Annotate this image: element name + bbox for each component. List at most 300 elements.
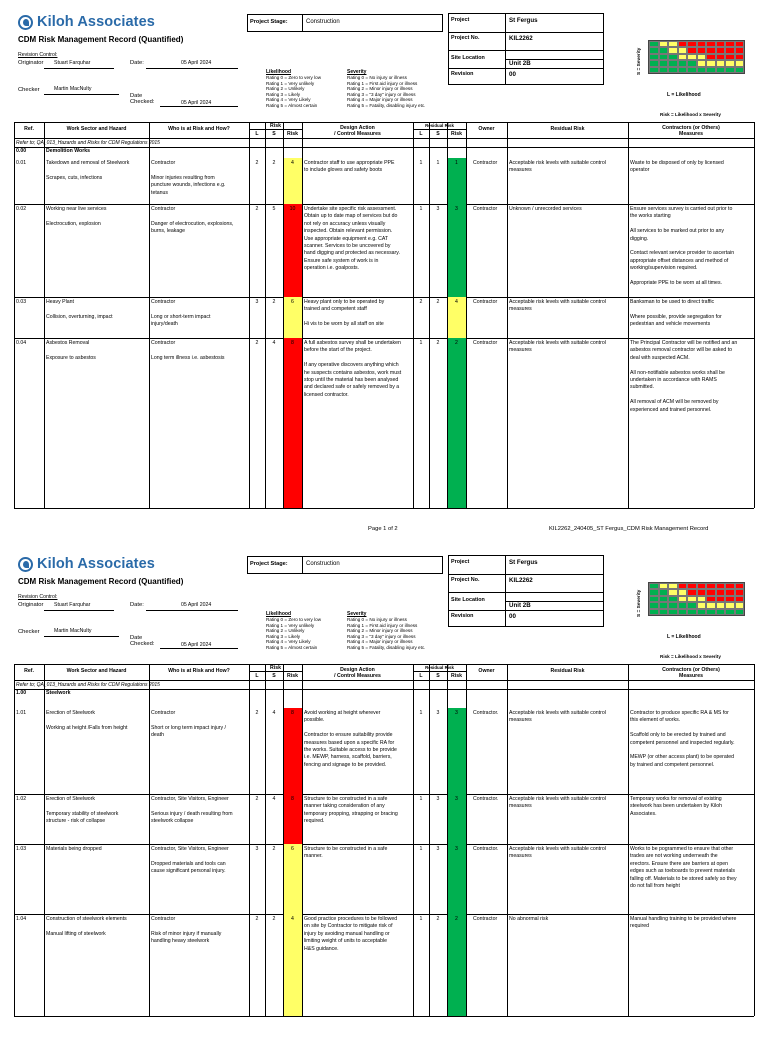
matrix-cell xyxy=(659,67,669,73)
row-who-at-risk-line: steelwork collapse xyxy=(151,818,194,825)
originator-value: Stuart Farquhar xyxy=(54,602,91,608)
row-hazard xyxy=(46,710,148,732)
row-design-action-line: Good practice procedures to be followed xyxy=(304,916,398,922)
date-value: 05 April 2024 xyxy=(181,60,212,66)
header-residual-l: L xyxy=(419,131,423,137)
row-residual xyxy=(509,796,627,811)
project-stage-value: Construction xyxy=(306,19,340,25)
row-design-action-line: manner. xyxy=(304,853,323,860)
row-measures-line xyxy=(630,747,753,754)
table-top-line xyxy=(14,664,754,665)
row-residual-risk: 2 xyxy=(455,340,458,346)
row-residual-severity: 3 xyxy=(436,796,440,802)
row-measures xyxy=(630,206,753,287)
revision-value: 00 xyxy=(509,71,516,78)
header-ref: Ref. xyxy=(24,668,34,674)
row-residual-line: measures xyxy=(509,717,532,724)
row-hazard-line xyxy=(46,717,148,724)
project-no-label: Project No. xyxy=(451,35,480,41)
site-location-value: Unit 2B xyxy=(509,60,531,67)
row-hazard-line: Heavy Plant xyxy=(46,299,74,305)
row-residual-likelihood: 1 xyxy=(419,710,423,716)
header-residual-risk-col: Risk xyxy=(451,673,462,679)
row-design-action-line xyxy=(304,314,412,321)
row-measures-line: All non-notifiable asbestos works shall be xyxy=(630,369,725,376)
likelihood-title: Likelihood xyxy=(266,611,291,617)
residual-risk-color-cell xyxy=(448,338,466,508)
row-residual-line: measures xyxy=(509,347,532,354)
project-info-row-line xyxy=(449,592,604,593)
project-stage-value: Construction xyxy=(306,561,340,567)
row-who-at-risk xyxy=(151,160,248,197)
row-who-at-risk-line xyxy=(151,853,248,860)
date-checked-value: 05 April 2024 xyxy=(181,100,212,106)
row-who-at-risk-line: Contractor xyxy=(151,340,176,346)
row-residual-severity: 2 xyxy=(436,299,440,305)
likelihood-item: Rating 3 = Likely xyxy=(266,91,301,97)
header-design-action: Design Action xyxy=(340,667,375,673)
row-measures-line: required xyxy=(630,923,650,930)
column-line xyxy=(429,664,430,1016)
row-design-action-line: Undertake site specific risk assessment. xyxy=(304,206,397,212)
row-measures-line: appropriate offset distances and method of xyxy=(630,257,729,264)
date-checked-label-2: Checked: xyxy=(130,641,155,647)
row-residual-likelihood: 1 xyxy=(419,916,423,922)
header-residual-risk: Residual Risk xyxy=(550,668,585,674)
likelihood-item: Rating 4 = Very Likely xyxy=(266,97,311,103)
row-who-at-risk xyxy=(151,710,248,740)
row-measures-line: competent personnel and inspected regularly. xyxy=(630,739,735,746)
row-residual-risk: 3 xyxy=(455,710,458,716)
row-hazard xyxy=(46,299,148,321)
row-severity: 4 xyxy=(272,340,276,346)
row-severity: 2 xyxy=(272,299,276,305)
row-measures-line: the works starting xyxy=(630,213,671,220)
row-design-action-line: on site by Contractor to mitigate risk of xyxy=(304,923,393,930)
row-hazard-line: Scrapes, cuts, infections xyxy=(46,174,103,181)
row-residual-risk: 3 xyxy=(455,846,458,852)
date-value: 05 April 2024 xyxy=(181,602,212,608)
matrix-x-label: L = Likelihood xyxy=(667,92,701,98)
row-design-action-line: possible. xyxy=(304,717,325,724)
row-measures-line: digging. xyxy=(630,235,649,242)
row-design-action-line: injury by avoiding manual handling or xyxy=(304,930,390,937)
row-ref: 0.01 xyxy=(16,160,27,166)
header-residual-risk-group: Residual Risk xyxy=(425,665,454,670)
row-design-action-line: measures based upon a specific RA for xyxy=(304,739,395,746)
row-residual-severity: 2 xyxy=(436,916,440,922)
revision-value: 00 xyxy=(509,613,516,620)
risk-matrix xyxy=(648,40,745,74)
logo-icon xyxy=(18,15,33,30)
row-measures-line: Scaffold only to be erected by trained and xyxy=(630,732,726,739)
project-no-value: KIL2262 xyxy=(509,577,533,584)
matrix-cell xyxy=(735,67,745,73)
row-likelihood: 2 xyxy=(255,160,259,166)
row-who-at-risk xyxy=(151,916,248,946)
footer-page-number: Page 1 of 2 xyxy=(368,526,398,532)
header-ref: Ref. xyxy=(24,126,34,132)
row-hazard-line: Working at height /Falls from height xyxy=(46,724,128,731)
matrix-cell xyxy=(725,67,735,73)
page-2 xyxy=(0,542,768,1054)
matrix-cell xyxy=(706,609,716,615)
severity-item: Rating 0 = No injury or illness xyxy=(347,617,407,623)
checker-value: Martin MacNulty xyxy=(54,86,92,92)
row-design-action-line: inspected. Obtain relevant permission. xyxy=(304,228,393,235)
row-who-at-risk-line: Long term illness i.e. asbestosis xyxy=(151,354,225,361)
column-line xyxy=(466,122,467,508)
matrix-cell xyxy=(668,609,678,615)
row-hazard-line: Erection of Steelwork xyxy=(46,710,96,716)
row-hazard xyxy=(46,796,148,826)
row-separator xyxy=(14,338,754,339)
column-line xyxy=(44,122,45,508)
likelihood-legend xyxy=(266,611,321,651)
row-measures xyxy=(630,796,753,818)
likelihood-item: Rating 0 = Zero to very low xyxy=(266,75,322,81)
row-who-at-risk-line: cause significant personal injury. xyxy=(151,868,226,875)
row-hazard-line: Manual lifting of steelwork xyxy=(46,930,106,937)
likelihood-item: Rating 0 = Zero to very low xyxy=(266,617,322,623)
row-ref: 0.04 xyxy=(16,340,27,346)
checker-value: Martin MacNulty xyxy=(54,628,92,634)
row-who-at-risk-line: Contractor, Site Visitors, Engineer xyxy=(151,846,229,852)
row-design-action-line: hand digging and protected as necessary. xyxy=(304,250,400,257)
company-name: Kiloh Associates xyxy=(37,555,155,572)
matrix-x-label: L = Likelihood xyxy=(667,634,701,640)
row-residual-line: measures xyxy=(509,306,532,313)
row-design-action xyxy=(304,796,412,826)
row-residual xyxy=(509,206,627,213)
date-checked-label-1: Date xyxy=(130,635,143,641)
row-residual-likelihood: 1 xyxy=(419,340,423,346)
revision-label: Revision xyxy=(451,71,474,77)
row-who-at-risk-line xyxy=(151,213,248,220)
row-who-at-risk-line: death xyxy=(151,732,164,739)
row-likelihood: 2 xyxy=(255,206,259,212)
row-measures xyxy=(630,846,753,890)
row-measures-line: Contractor to produce specific RA & MS for xyxy=(630,710,729,716)
page-title: CDM Risk Management Record (Quantified) xyxy=(18,35,184,44)
column-line xyxy=(628,664,629,1016)
row-measures-line: edges such as toeboards to prevent materials xyxy=(630,868,735,875)
row-measures xyxy=(630,160,753,175)
row-measures xyxy=(630,710,753,769)
row-measures-line: erectors. Ensure there are barriers at open xyxy=(630,860,729,867)
severity-item: Rating 3 = "3 day" injury or illness xyxy=(347,633,416,639)
row-who-at-risk-line: handling heavy steelwork xyxy=(151,938,210,945)
revision-control-label: Revision Control: xyxy=(18,52,58,58)
row-who-at-risk-line xyxy=(151,167,248,174)
header-work-sector: Work Sector and Hazard xyxy=(66,668,127,674)
row-measures-line: do not fall from height xyxy=(630,882,680,889)
project-value: St Fergus xyxy=(509,17,538,24)
header-risk: Risk xyxy=(270,123,281,129)
row-severity: 4 xyxy=(272,710,276,716)
row-design-action-line: before the start of the project. xyxy=(304,347,372,354)
project-stage-box xyxy=(247,556,443,574)
row-residual-likelihood: 1 xyxy=(419,846,423,852)
project-stage-label: Project Stage: xyxy=(250,561,288,567)
matrix-cell xyxy=(687,67,697,73)
refer-note: Refer to; QA_013_Hazards and Risks for CDM Regulations 2015 xyxy=(16,140,160,146)
row-design-action-line: Contractor staff to use appropriate PPE xyxy=(304,160,395,166)
row-residual xyxy=(509,916,627,923)
column-line xyxy=(265,122,266,508)
header-residual-risk-group: Residual Risk xyxy=(425,123,454,128)
matrix-cell xyxy=(668,67,678,73)
header-who-at-risk: Who is at Risk and How? xyxy=(168,668,230,674)
row-design-action-line: and declared safe or safely removed by a xyxy=(304,384,400,391)
row-likelihood: 3 xyxy=(255,299,259,305)
risk-color-cell xyxy=(284,844,302,914)
row-who-at-risk xyxy=(151,846,248,876)
site-location-label: Site Location xyxy=(451,597,485,603)
header-risk-col: Risk xyxy=(287,131,298,137)
row-design-action-line: Ensure safe system of work is in xyxy=(304,257,379,264)
row-who-at-risk xyxy=(151,299,248,329)
project-no-value: KIL2262 xyxy=(509,35,533,42)
row-who-at-risk-line xyxy=(151,717,248,724)
row-measures-line: steelwork has been undertaken by Kiloh xyxy=(630,803,722,810)
row-likelihood: 2 xyxy=(255,710,259,716)
row-hazard-line: Asbestos Removal xyxy=(46,340,90,346)
column-line xyxy=(628,122,629,508)
originator-label: Originator xyxy=(18,60,44,66)
originator-underline xyxy=(44,68,114,69)
row-owner: Contractor. xyxy=(473,846,499,852)
row-design-action-line: to include gloves and safety boots xyxy=(304,167,383,174)
project-no-label: Project No. xyxy=(451,577,480,583)
row-design-action-line: Contractor to ensure suitability provide xyxy=(304,732,393,739)
matrix-cell xyxy=(649,67,659,73)
row-residual-line: Acceptable risk levels with suitable control xyxy=(509,299,606,305)
severity-item: Rating 4 = Major injury or illness xyxy=(347,639,413,645)
row-risk: 4 xyxy=(291,160,294,166)
residual-subheader-line xyxy=(413,671,466,672)
header-residual-s: S xyxy=(436,673,440,679)
likelihood-item: Rating 2 = Unlikely xyxy=(266,86,305,92)
row-who-at-risk-line: Short or long term impact injury / xyxy=(151,724,226,731)
row-design-action-line: i.e. MEWP, harness, scaffold, barriers, xyxy=(304,754,392,761)
column-line xyxy=(429,122,430,508)
row-who-at-risk-line xyxy=(151,803,248,810)
row-residual-line: Acceptable risk levels with suitable control xyxy=(509,846,606,852)
row-measures-line: deal with suspected ACM. xyxy=(630,354,690,361)
row-design-action-line: required. xyxy=(304,818,325,825)
checker-underline xyxy=(44,636,119,637)
column-line xyxy=(14,664,15,1016)
likelihood-legend xyxy=(266,69,321,109)
row-measures-line xyxy=(630,243,753,250)
likelihood-item: Rating 5 = Almost certain xyxy=(266,103,318,109)
revision-label: Revision xyxy=(451,613,474,619)
row-owner: Contractor xyxy=(473,916,498,922)
row-owner: Contractor xyxy=(473,340,498,346)
column-line xyxy=(413,664,414,1016)
row-who-at-risk-line: Long or short-term impact xyxy=(151,313,211,320)
matrix-cell xyxy=(735,609,745,615)
project-label: Project xyxy=(451,559,470,565)
row-hazard-line: Working near live services xyxy=(46,206,107,212)
row-owner: Contractor xyxy=(473,299,498,305)
likelihood-item: Rating 1 = Very unlikely xyxy=(266,80,315,86)
row-risk: 4 xyxy=(291,916,294,922)
row-who-at-risk-line xyxy=(151,347,248,354)
header-control-measures: / Control Measures xyxy=(334,673,381,679)
originator-label: Originator xyxy=(18,602,44,608)
project-info-row-line xyxy=(449,68,604,69)
risk-color-cell xyxy=(284,708,302,794)
matrix-cell xyxy=(678,609,688,615)
row-who-at-risk xyxy=(151,340,248,362)
row-owner: Contractor xyxy=(473,206,498,212)
row-ref: 1.03 xyxy=(16,846,27,852)
row-residual xyxy=(509,340,627,355)
table-top-line xyxy=(14,122,754,123)
row-residual-line: Acceptable risk levels with suitable control xyxy=(509,796,606,802)
row-risk: 6 xyxy=(291,299,294,305)
row-measures-line: experienced and trained personnel. xyxy=(630,406,712,413)
project-info-extra-line xyxy=(505,601,604,602)
project-label: Project xyxy=(451,17,470,23)
severity-legend xyxy=(347,611,425,651)
header-s: S xyxy=(272,131,276,137)
row-who-at-risk-line: puncture wounds, infections e.g. xyxy=(151,182,226,189)
row-severity: 2 xyxy=(272,846,276,852)
column-line xyxy=(754,664,755,1016)
header-l: L xyxy=(255,673,259,679)
column-line xyxy=(302,122,303,508)
column-line xyxy=(507,664,508,1016)
header-residual-risk-col: Risk xyxy=(451,131,462,137)
likelihood-title: Likelihood xyxy=(266,69,291,75)
matrix-y-label: S = Severity xyxy=(637,47,642,75)
date-checked-value: 05 April 2024 xyxy=(181,642,212,648)
project-info-row-line xyxy=(449,32,604,33)
row-design-action xyxy=(304,160,412,175)
row-residual-likelihood: 1 xyxy=(419,206,423,212)
row-hazard xyxy=(46,340,148,362)
likelihood-item: Rating 4 = Very Likely xyxy=(266,639,311,645)
matrix-cell xyxy=(697,67,707,73)
row-hazard-line xyxy=(46,923,148,930)
row-risk: 8 xyxy=(291,340,294,346)
severity-item: Rating 4 = Major injury or illness xyxy=(347,97,413,103)
row-design-action-line: Avoid working at height wherever xyxy=(304,710,381,716)
row-residual-severity: 2 xyxy=(436,340,440,346)
matrix-cell xyxy=(649,609,659,615)
date-checked-label-2: Checked: xyxy=(130,99,155,105)
row-measures-line xyxy=(630,362,753,369)
row-measures xyxy=(630,299,753,329)
row-residual-risk: 1 xyxy=(455,160,458,166)
row-owner: Contractor. xyxy=(473,796,499,802)
row-ref: 0.03 xyxy=(16,299,27,305)
severity-item: Rating 0 = No injury or illness xyxy=(347,75,407,81)
row-who-at-risk-line: burns, leakage xyxy=(151,228,186,235)
column-line xyxy=(149,122,150,508)
row-residual xyxy=(509,160,627,175)
row-measures-line: by trained and competent personnel. xyxy=(630,761,715,768)
row-measures-line: Contact relevant service provider to ascertain xyxy=(630,250,735,257)
row-residual-likelihood: 2 xyxy=(419,299,423,305)
row-residual-line: No abnormal risk xyxy=(509,916,549,922)
row-hazard-line xyxy=(46,306,148,313)
row-measures-line: Appropriate PPE to be worn at all times. xyxy=(630,279,722,286)
row-residual-risk: 2 xyxy=(455,916,458,922)
risk-color-cell xyxy=(284,338,302,508)
row-who-at-risk-line: Serious injury / death resulting from xyxy=(151,810,233,817)
project-value: St Fergus xyxy=(509,559,538,566)
row-residual xyxy=(509,710,627,725)
date-underline xyxy=(146,68,238,69)
row-who-at-risk xyxy=(151,796,248,826)
section-name: Steelwork xyxy=(46,690,71,696)
row-hazard-line xyxy=(46,167,148,174)
row-measures-line: undertaken in accordance with RAMS xyxy=(630,376,717,383)
originator-value: Stuart Farquhar xyxy=(54,60,91,66)
row-who-at-risk-line xyxy=(151,306,248,313)
header-risk-col: Risk xyxy=(287,673,298,679)
header-measures: Measures xyxy=(679,131,703,137)
matrix-cell xyxy=(687,609,697,615)
row-design-action-line: Hi vis to be worn by all staff on site xyxy=(304,321,384,328)
project-stage-box xyxy=(247,14,443,32)
row-separator xyxy=(14,844,754,845)
row-design-action-line: Obtain up to date map of services but do xyxy=(304,213,398,220)
table-bottom-line xyxy=(14,508,754,509)
row-likelihood: 2 xyxy=(255,916,259,922)
row-residual xyxy=(509,299,627,314)
row-design-action-line: trained and competent staff xyxy=(304,306,367,313)
matrix-cell xyxy=(697,609,707,615)
row-hazard-line xyxy=(46,803,148,810)
matrix-note: Risk = Likelihood x Severity xyxy=(660,654,721,659)
row-measures-line: All services to be marked out prior to any xyxy=(630,228,724,235)
matrix-cell xyxy=(725,609,735,615)
row-who-at-risk-line: Risk of minor injury if manually xyxy=(151,930,222,937)
refer-line xyxy=(14,689,754,690)
row-hazard-line: Erection of Steelwork xyxy=(46,796,96,802)
row-measures-line: Banksman to be used to direct traffic xyxy=(630,299,715,305)
row-residual-line: Unknown / unrecorded services xyxy=(509,206,582,212)
row-measures-line: Manual handling training to be provided where xyxy=(630,916,737,922)
date-label: Date: xyxy=(130,602,144,608)
row-design-action-line: If any operative discovers anything which xyxy=(304,362,399,369)
table-header-bottom-line xyxy=(14,138,754,139)
project-info-row-line xyxy=(449,610,604,611)
severity-title: Severity xyxy=(347,69,367,75)
row-hazard-line: structure - risk of collapse xyxy=(46,818,106,825)
residual-risk-color-cell xyxy=(448,708,466,794)
logo-icon xyxy=(18,557,33,572)
row-measures-line: operator xyxy=(630,167,650,174)
row-severity: 5 xyxy=(272,206,276,212)
row-measures-line: trades are not working underneath the xyxy=(630,853,718,860)
row-residual-line: measures xyxy=(509,853,532,860)
row-measures xyxy=(630,916,753,931)
column-line xyxy=(44,664,45,1016)
matrix-cell xyxy=(716,609,726,615)
row-design-action-line: temporary propping, strapping or bracing xyxy=(304,810,398,817)
row-residual-risk: 3 xyxy=(455,206,458,212)
row-residual-severity: 1 xyxy=(436,160,440,166)
residual-risk-color-cell xyxy=(448,914,466,1016)
row-design-action-line: the works. Suitable access to be provide xyxy=(304,746,397,753)
row-residual-risk: 4 xyxy=(455,299,458,305)
